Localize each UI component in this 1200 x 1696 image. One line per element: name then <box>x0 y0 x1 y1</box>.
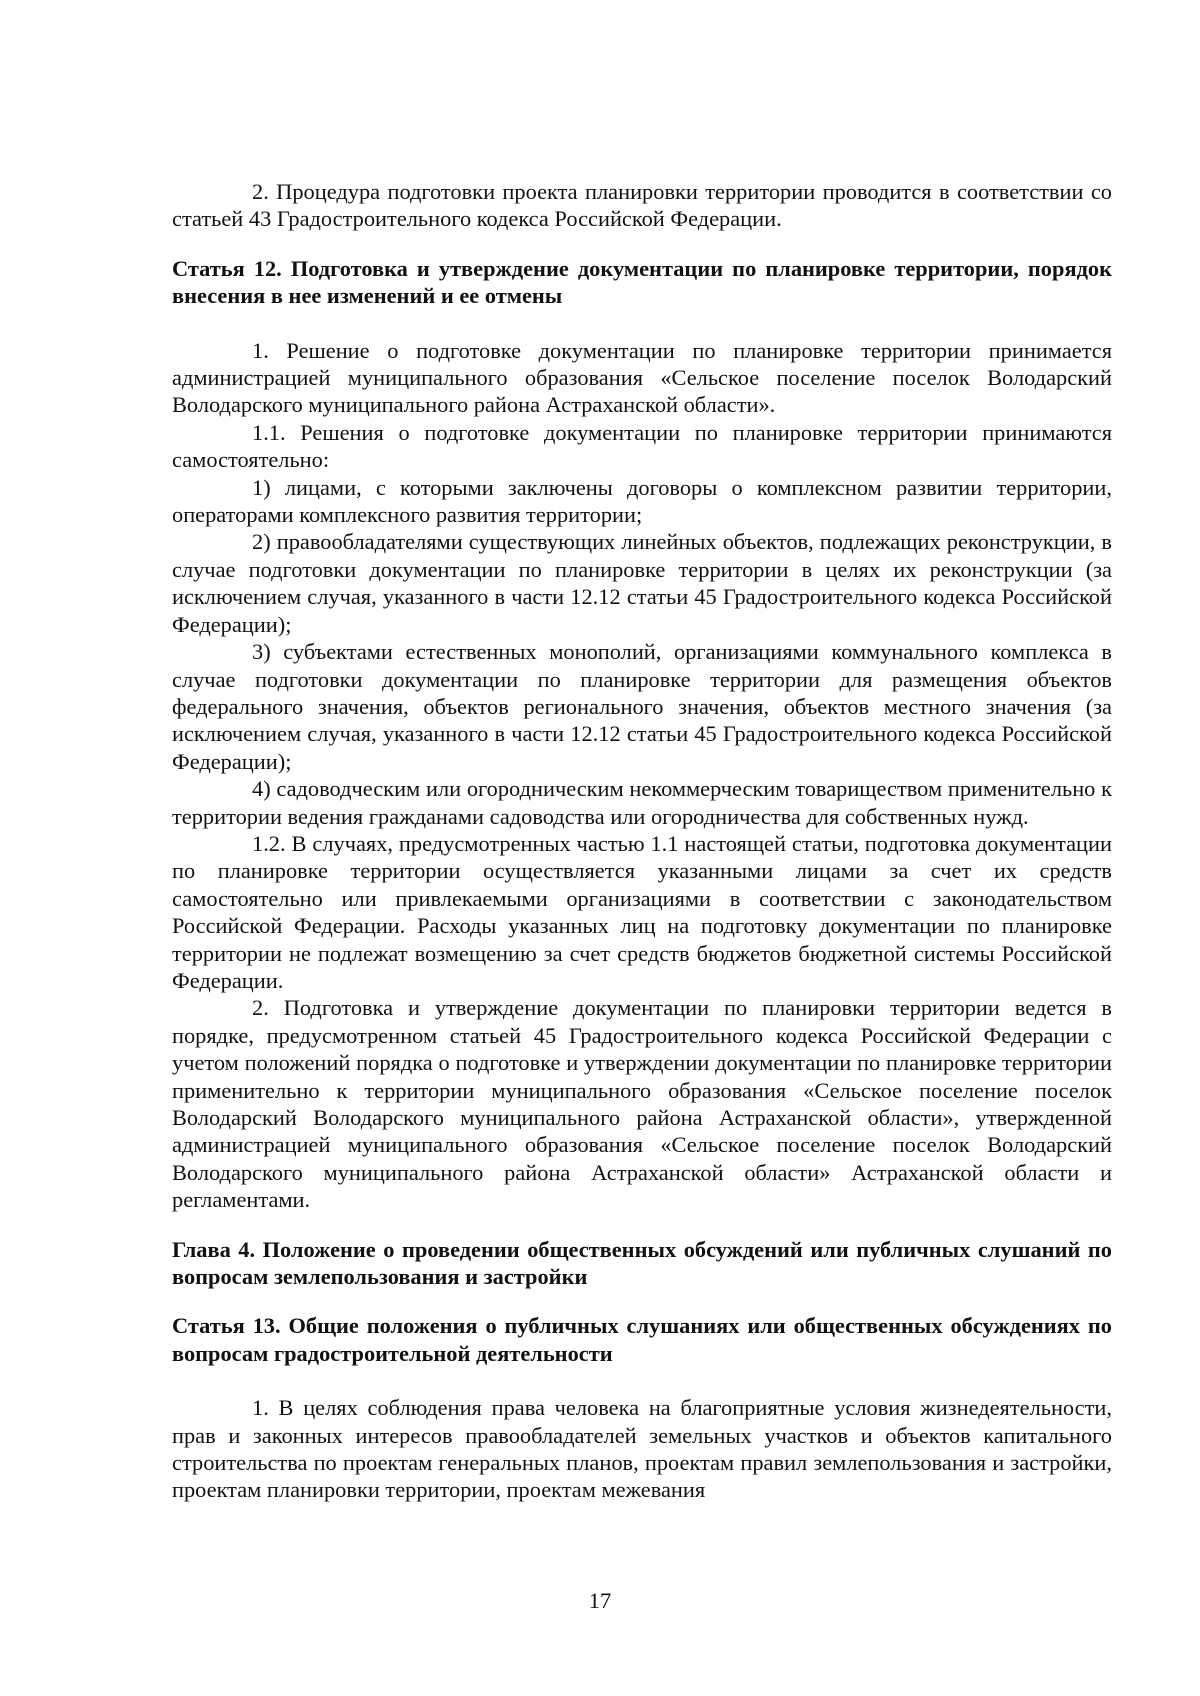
paragraph-1-2: 1.2. В случаях, предусмотренных частью 1.1 настоящей статьи, подготовка документации по планировке территории осуществляется указанными лицами за счет их средств самостоятельно или привлекаемыми организациями в соответствии с законодательством Российской Федерации. Расходы указанных лиц на подготовку документации по планировке территории не подлежат возмещению за счет средств бюджетов бюджетной системы Российской Федерации. <box>172 830 1112 993</box>
list-item-1: 1) лицами, с которыми заключены договоры о комплексном развитии территории, операторами комплексного развития территории; <box>172 474 1112 528</box>
list-item-3: 3) субъектами естественных монополий, организациями коммунального комплекса в случае подготовки документации по планировке территории для размещения объектов федерального значения, объектов регионального значения, объектов местного значения (за исключением случая, указанного в части 12.12 статьи 45 Градостроительного кодекса Российской Федерации); <box>172 639 1112 774</box>
paragraph-1-1: 1.1. Решения о подготовке документации по планировке территории принимаются самостоятельно: <box>172 419 1112 473</box>
document-page <box>172 178 1112 1504</box>
list-item-4: 4) садоводческим или огородническим некоммерческим товариществом применительно к территории ведения гражданами садоводства или огородничества для собственных нужд. <box>172 776 1112 829</box>
heading-article-13: Статья 13. Общие положения о публичных слушаниях или общественных обсуждениях по вопросам градостроительной деятельности <box>172 1313 1112 1366</box>
paragraph-decision: 1. Решение о подготовке документации по планировке территории принимается администрацией муниципального образования «Сельское поселение поселок Володарский Володарского муниципального района Астраханской области». <box>172 337 1112 418</box>
heading-article-12: Статья 12. Подготовка и утверждение документации по планировке территории, порядок внесения в нее изменений и ее отмены <box>172 255 1112 309</box>
paragraph-article-13-1: 1. В целях соблюдения права человека на благоприятные условия жизнедеятельности, прав и законных интересов правообладателей земельных участков и объектов капитального строительства по проектам генеральных планов, проектам правил землепользования и застройки, проектам планировки территории, проектам межевания <box>172 1395 1112 1503</box>
page-number: 17 <box>588 1588 612 1613</box>
paragraph-procedure: 2. Процедура подготовки проекта планировки территории проводится в соответствии со статьей 43 Градостроительного кодекса Российской Федерации. <box>172 179 1112 232</box>
list-item-2: 2) правообладателями существующих линейных объектов, подлежащих реконструкции, в случае подготовки документации по планировке территории в целях их реконструкции (за исключением случая, указанного в части 12.12 статьи 45 Градостроительного кодекса Российской Федерации); <box>172 529 1112 637</box>
heading-chapter-4: Глава 4. Положение о проведении общественных обсуждений или публичных слушаний по вопросам землепользования и застройки <box>172 1236 1112 1290</box>
paragraph-2: 2. Подготовка и утверждение документации по планировки территории ведется в порядке, предусмотренном статьей 45 Градостроительного кодекса Российской Федерации с учетом положений порядка о подготовке и утверждении документации по планировке территории применительно к территории муниципального образования «Сельское поселение поселок Володарский Володарского муниципального района Астраханской области», утвержденной администрацией муниципального образования «Сельское поселение поселок Володарский Володарского муниципального района Астраханской области» Астраханской области и регламентами. <box>172 995 1112 1213</box>
